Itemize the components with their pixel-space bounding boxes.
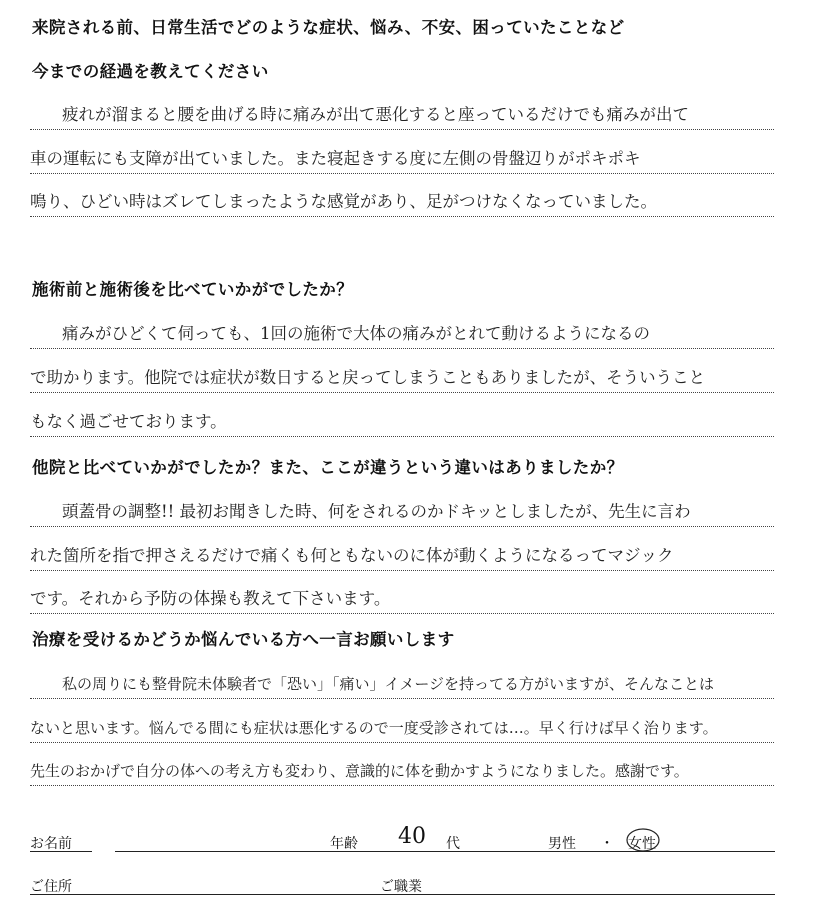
gender-circle-mark — [626, 827, 660, 853]
question-1-heading-line-2: 今までの経過を教えてください — [32, 62, 269, 81]
address-label: ご住所 — [30, 879, 72, 895]
question-4-heading: 治療を受けるかどうか悩んでいる方へ一言お願いします — [32, 630, 455, 649]
name-field-line — [115, 851, 775, 852]
answer-3-line-1: 頭蓋骨の調整!! 最初お聞きした時、何をされるのかドキッとしましたが、先生に言わ — [30, 490, 774, 527]
age-value: 40 — [398, 824, 426, 849]
answer-4-line-1: 私の周りにも整骨院未体験者で「恐い」「痛い」イメージを持ってる方がいますが、そんなことは — [30, 662, 774, 699]
question-1-heading-line-1: 来院される前、日常生活でどのような症状、悩み、不安、困っていたことなど — [32, 18, 625, 37]
age-label: 年齢 — [330, 836, 358, 852]
answer-2-line-1: 痛みがひどくて伺っても、1回の施術で大体の痛みがとれて動けるようになるの — [30, 312, 774, 349]
answer-2-line-2: で助かります。他院では症状が数日すると戻ってしまうこともありましたが、そういうこと — [30, 356, 774, 393]
gender-male: 男性 — [548, 836, 576, 852]
question-3-heading: 他院と比べていかがでしたか？また、ここが違うという違いはありましたか？ — [32, 458, 624, 477]
answer-3-line-2: れた箇所を指で押さえるだけで痛くも何ともないのに体が動くようになるってマジック — [30, 534, 774, 571]
answer-1-line-2: 車の運転にも支障が出ていました。また寝起きする度に左側の骨盤辺りがポキポキ — [30, 137, 774, 174]
name-label: お名前 — [30, 836, 72, 852]
answer-3-line-3: です。それから予防の体操も教えて下さいます。 — [30, 577, 774, 614]
answer-2-line-3: もなく過ごせております。 — [30, 400, 774, 437]
answer-4-line-2: ないと思います。悩んでる間にも症状は悪化するので一度受診されては…。早く行けば早く治ります。 — [30, 706, 774, 743]
occupation-label: ご職業 — [380, 879, 422, 895]
answer-1-line-3: 鳴り、ひどい時はズレてしまったような感覚があり、足がつけなくなっていました。 — [30, 180, 774, 217]
answer-1-line-1: 疲れが溜まると腰を曲げる時に痛みが出て悪化すると座っているだけでも痛みが出て — [30, 93, 774, 130]
question-2-heading: 施術前と施術後を比べていかがでしたか？ — [32, 280, 354, 299]
age-suffix: 代 — [446, 836, 460, 852]
name-underline-left — [30, 851, 92, 852]
answer-4-line-3: 先生のおかげで自分の体への考え方も変わり、意識的に体を動かすようになりました。感謝です。 — [30, 749, 774, 786]
gender-female: 女性 — [628, 836, 656, 852]
gender-separator: ・ — [600, 836, 614, 852]
